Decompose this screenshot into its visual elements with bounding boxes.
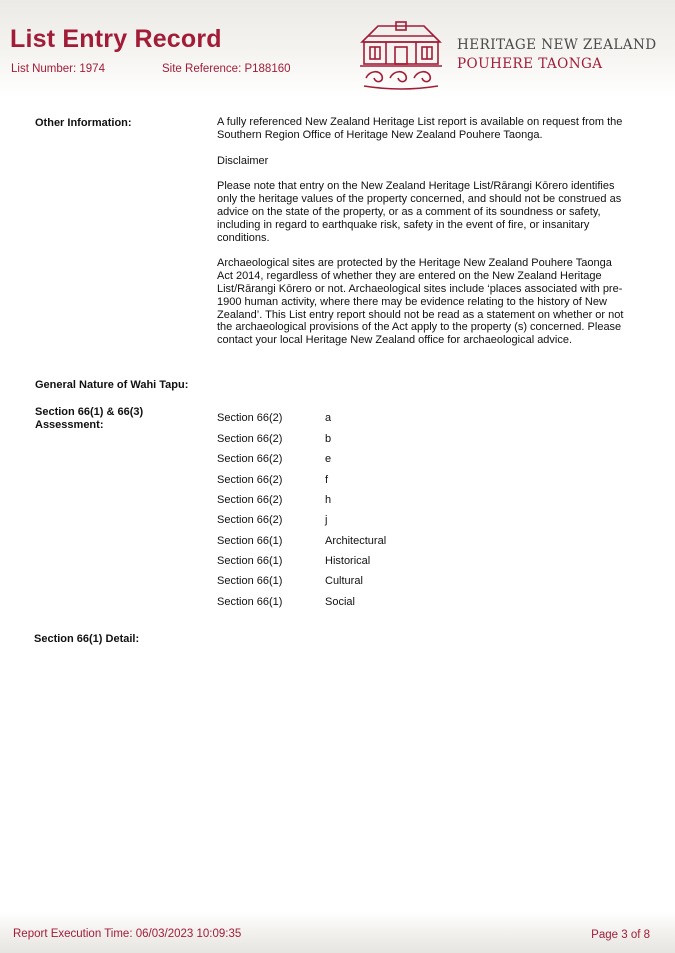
criteria-value: f <box>325 474 329 486</box>
report-execution-time: Report Execution Time: 06/03/2023 10:09:35 <box>13 928 242 940</box>
criteria-value: b <box>325 433 332 445</box>
page-title: List Entry Record <box>10 25 222 53</box>
criteria-section: Section 66(1) <box>217 575 283 587</box>
criteria-section: Section 66(2) <box>217 514 283 526</box>
page-number: Page 3 of 8 <box>591 929 650 941</box>
criteria-section: Section 66(1) <box>217 535 283 547</box>
criteria-section: Section 66(2) <box>217 453 283 465</box>
assessment-label-line: Assessment: <box>35 419 104 431</box>
criteria-value: Architectural <box>325 535 387 547</box>
org-name-maori: POUHERE TAONGA <box>457 56 603 72</box>
criteria-section: Section 66(2) <box>217 494 283 506</box>
other-information-text <box>217 116 627 360</box>
paragraph: Archaeological sites are protected by the Heritage New Zealand Pouhere Taonga Act 2014, regardless of whether they are entered on the New Zealand Heritage List/Rārangi Kōrero or not. Archaeological sites include ‘places associated with pre-1900 human activity, where there may be evidence relating to the history of New Zealand’. This List entry report should not be read as a statement on whether or not the archaeological provisions of the Act apply to the property (s) concerned. Please contact your local Heritage New Zealand office for archaeological advice. <box>217 257 624 347</box>
org-name-english: HERITAGE NEW ZEALAND <box>457 37 657 53</box>
criteria-value: h <box>325 494 332 506</box>
assessment-label-line: Section 66(1) & 66(3) <box>35 406 144 418</box>
page-footer <box>0 912 675 953</box>
paragraph: A fully referenced New Zealand Heritage List report is available on request from the Southern Region Office of Heritage New Zealand Pouhere Taonga. <box>217 116 623 141</box>
other-information-label: Other Information: <box>35 117 132 129</box>
site-reference: Site Reference: P188160 <box>162 63 291 75</box>
criteria-value: e <box>325 453 332 465</box>
criteria-value: j <box>325 514 328 526</box>
list-number: List Number: 1974 <box>11 63 105 75</box>
page-header <box>0 0 675 98</box>
criteria-section: Section 66(2) <box>217 433 283 445</box>
criteria-section: Section 66(1) <box>217 555 283 567</box>
criteria-value: Social <box>325 596 355 608</box>
heritage-building-logo-icon <box>356 20 446 92</box>
criteria-value: Cultural <box>325 575 363 587</box>
criteria-value: a <box>325 412 332 424</box>
paragraph: Please note that entry on the New Zealand Heritage List/Rārangi Kōrero identifies only the heritage values of the property concerned, and should not be construed as advice on the state of the property, or as a comment of its soundness or safety, including in regard to earthquake risk, safety in the event of fire, or insanitary conditions. <box>217 180 622 244</box>
criteria-section: Section 66(2) <box>217 474 283 486</box>
general-nature-label: General Nature of Wahi Tapu: <box>35 379 189 391</box>
section-detail-label: Section 66(1) Detail: <box>34 633 140 645</box>
assessment-label <box>35 406 143 432</box>
criteria-value: Historical <box>325 555 371 567</box>
criteria-section: Section 66(2) <box>217 412 283 424</box>
criteria-section: Section 66(1) <box>217 596 283 608</box>
paragraph: Disclaimer <box>217 154 269 167</box>
